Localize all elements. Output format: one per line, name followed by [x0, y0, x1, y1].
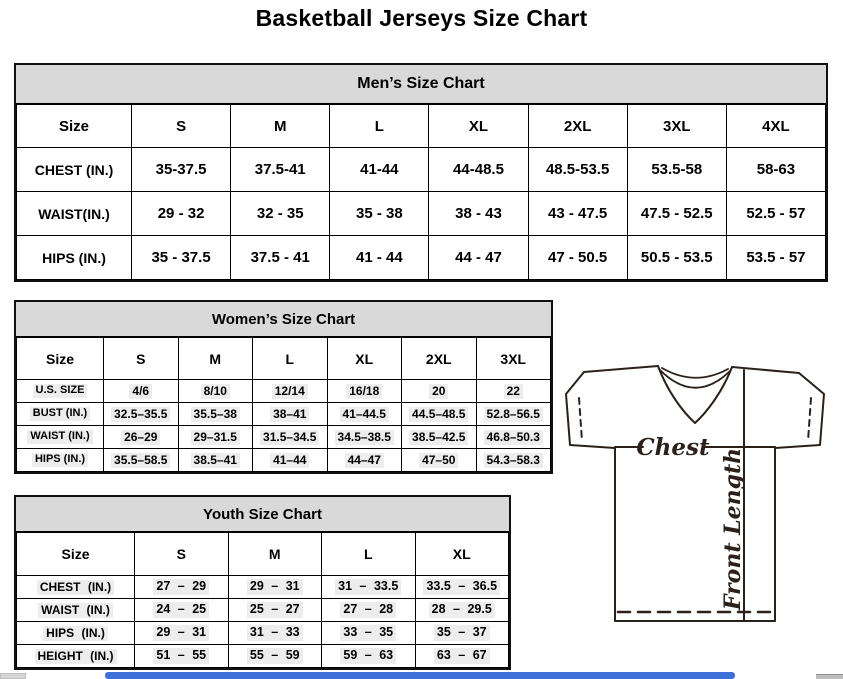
cell-text: 38–41	[270, 407, 309, 422]
size-column-header	[135, 533, 229, 576]
cell-value	[330, 192, 429, 236]
cell-text: 26–29	[121, 430, 160, 445]
cell-value	[253, 380, 328, 403]
cell-value	[228, 576, 322, 599]
cell-value	[330, 236, 429, 280]
table-row	[17, 426, 551, 449]
size-header-row	[17, 105, 826, 148]
cell-text: 48.5-53.5	[545, 161, 610, 178]
cell-text: 22	[504, 384, 523, 399]
cell-text: 24 – 25	[153, 602, 209, 618]
table-row	[17, 192, 826, 236]
cell-text: 33.5 – 36.5	[423, 579, 500, 595]
cell-value	[402, 403, 477, 426]
cell-text: 16/18	[346, 384, 382, 399]
cell-text: 41 - 44	[356, 249, 403, 266]
cell-value	[104, 449, 179, 472]
cell-text: BUST (IN.)	[30, 407, 90, 421]
mens-size-chart	[14, 63, 828, 282]
youth-table	[16, 532, 509, 668]
size-header-row	[17, 338, 551, 380]
cell-text: 52.8–56.5	[484, 407, 543, 422]
cell-text: 29–31.5	[191, 430, 240, 445]
cell-text: 41–44	[270, 453, 309, 468]
cell-text: 41-44	[360, 161, 399, 178]
size-column-header	[253, 338, 328, 380]
cell-text: Size	[61, 546, 90, 562]
cell-value	[327, 426, 402, 449]
cell-text: S	[176, 546, 186, 562]
cell-text: 29 - 32	[157, 205, 205, 222]
cell-text: 29 – 31	[153, 625, 209, 641]
cell-text: 35 – 37	[434, 625, 490, 641]
cell-value	[402, 449, 477, 472]
row-label	[17, 576, 135, 599]
cell-value	[327, 403, 402, 426]
cell-value	[135, 576, 229, 599]
cell-value	[476, 403, 551, 426]
cell-text: L	[374, 117, 384, 135]
front-length-label: Front Length	[720, 447, 746, 611]
size-column-header	[231, 105, 330, 148]
cell-text: 25 – 27	[247, 602, 303, 618]
size-column-header	[330, 105, 429, 148]
cell-value	[429, 148, 528, 192]
cell-value	[415, 622, 509, 645]
cell-text: 2XL	[425, 350, 452, 367]
cell-text: 28 – 29.5	[429, 602, 495, 618]
cell-value	[322, 576, 416, 599]
size-corner-header	[17, 533, 135, 576]
row-label	[17, 403, 104, 426]
cell-text: 44.5–48.5	[409, 407, 468, 422]
cell-value	[402, 426, 477, 449]
table-row	[17, 645, 509, 668]
cell-value	[476, 380, 551, 403]
cell-text: 47.5 - 52.5	[640, 205, 713, 222]
page-title: Basketball Jerseys Size Chart	[255, 5, 588, 31]
cell-text: 54.3–58.3	[484, 453, 543, 468]
cell-value	[627, 236, 726, 280]
size-column-header	[476, 338, 551, 380]
mens-table	[16, 104, 826, 280]
cell-text: 35.5–38	[191, 407, 240, 422]
cell-text: 31 – 33.5	[335, 579, 401, 595]
cell-text: 47–50	[419, 453, 458, 468]
cell-value	[104, 380, 179, 403]
size-column-header	[104, 338, 179, 380]
cell-text: HEIGHT (IN.)	[35, 649, 117, 664]
row-label	[17, 426, 104, 449]
cell-text: 47 - 50.5	[548, 249, 608, 266]
cell-text: 3XL	[663, 117, 691, 135]
cell-value	[528, 192, 627, 236]
cell-text: 34.5–38.5	[335, 430, 394, 445]
size-column-header	[415, 533, 509, 576]
cell-value	[253, 426, 328, 449]
cell-value	[429, 192, 528, 236]
size-column-header	[327, 338, 402, 380]
cell-text: XL	[452, 546, 471, 562]
cell-text: 31 – 33	[247, 625, 303, 641]
cell-text: 37.5 - 41	[250, 249, 310, 266]
cell-text: 8/10	[201, 384, 230, 399]
size-column-header	[429, 105, 528, 148]
row-label	[17, 449, 104, 472]
chest-label: Chest	[636, 434, 710, 461]
cell-text: 53.5-58	[651, 161, 703, 178]
right-sleeve-outline	[775, 373, 824, 448]
cell-value	[322, 622, 416, 645]
cell-value	[228, 645, 322, 668]
table-row	[17, 403, 551, 426]
cell-text: U.S. SIZE	[33, 384, 88, 398]
cell-text: 38.5–42.5	[409, 430, 468, 445]
right-cuff-dashed-line	[808, 398, 811, 441]
cell-value	[231, 148, 330, 192]
womens-chart-title: Women’s Size Chart	[16, 302, 551, 337]
cell-text: L	[363, 546, 373, 562]
cell-text: 33 – 35	[340, 625, 396, 641]
cell-text: HIPS (IN.)	[42, 249, 106, 266]
cell-text: 35-37.5	[155, 161, 207, 178]
table-row	[17, 380, 551, 403]
cell-text: M	[273, 117, 287, 135]
table-row	[17, 449, 551, 472]
cell-value	[135, 645, 229, 668]
left-cuff-dashed-line	[579, 398, 582, 441]
cell-value	[627, 148, 726, 192]
jersey-measurement-diagram	[556, 361, 838, 629]
cell-text: 52.5 - 57	[746, 205, 806, 222]
size-column-header	[402, 338, 477, 380]
cell-value	[330, 148, 429, 192]
cell-value	[253, 449, 328, 472]
cell-text: 51 – 55	[153, 648, 209, 664]
cell-text: 29 – 31	[247, 579, 303, 595]
cell-value	[178, 426, 253, 449]
cell-text: 35 - 38	[356, 205, 403, 222]
cell-text: 44 - 47	[455, 249, 502, 266]
cell-value	[104, 426, 179, 449]
table-row	[17, 236, 826, 280]
mens-chart-title: Men’s Size Chart	[16, 65, 826, 104]
cell-text: 12/14	[272, 384, 308, 399]
table-row	[17, 148, 826, 192]
cell-text: L	[285, 350, 295, 367]
cell-text: WAIST(IN.)	[38, 205, 110, 222]
cell-value	[402, 380, 477, 403]
cell-text: Size	[45, 350, 74, 367]
cell-value	[231, 192, 330, 236]
cell-value	[415, 645, 509, 668]
cell-value	[178, 403, 253, 426]
cell-text: 44-48.5	[453, 161, 504, 178]
table-row	[17, 576, 509, 599]
youth-size-chart	[14, 495, 511, 670]
cell-text: 38 - 43	[455, 205, 502, 222]
size-header-row	[17, 533, 509, 576]
cell-text: 41–44.5	[340, 407, 389, 422]
cell-value	[627, 192, 726, 236]
cell-text: 44–47	[345, 453, 384, 468]
size-column-header	[132, 105, 231, 148]
cell-text: 43 - 47.5	[548, 205, 608, 222]
cell-value	[253, 403, 328, 426]
cell-value	[104, 403, 179, 426]
cell-value	[132, 192, 231, 236]
cell-text: WAIST (IN.)	[38, 603, 113, 618]
cell-value	[228, 599, 322, 622]
cell-text: 58-63	[756, 161, 796, 178]
cell-text: 38.5–41	[191, 453, 240, 468]
cell-text: XL	[355, 350, 374, 367]
cell-value	[231, 236, 330, 280]
horizontal-scrollbar-thumb[interactable]	[105, 672, 735, 679]
cell-text: 3XL	[500, 350, 527, 367]
scrollbar-left-button[interactable]	[0, 673, 26, 679]
womens-size-chart	[14, 300, 553, 474]
jersey-outline	[584, 366, 658, 372]
cell-text: 37.5-41	[254, 161, 306, 178]
row-label	[17, 645, 135, 668]
youth-chart-title: Youth Size Chart	[16, 497, 509, 532]
cell-value	[429, 236, 528, 280]
table-row	[17, 622, 509, 645]
cell-value	[726, 236, 825, 280]
cell-value	[476, 449, 551, 472]
cell-value	[327, 380, 402, 403]
cell-value	[415, 599, 509, 622]
cell-text: S	[176, 117, 187, 135]
table-row	[17, 599, 509, 622]
size-column-header	[528, 105, 627, 148]
cell-value	[178, 380, 253, 403]
cell-value	[415, 576, 509, 599]
row-label	[17, 148, 132, 192]
row-label	[17, 622, 135, 645]
cell-text: M	[209, 350, 222, 367]
cell-text: 32.5–35.5	[111, 407, 170, 422]
womens-table	[16, 337, 551, 472]
cell-text: 31.5–34.5	[260, 430, 319, 445]
cell-text: 27 – 28	[340, 602, 396, 618]
row-label	[17, 192, 132, 236]
cell-value	[327, 449, 402, 472]
row-label	[17, 599, 135, 622]
size-corner-header	[17, 338, 104, 380]
cell-text: Size	[58, 117, 89, 135]
cell-value	[322, 599, 416, 622]
cell-value	[528, 236, 627, 280]
cell-value	[476, 426, 551, 449]
cell-text: 55 – 59	[247, 648, 303, 664]
row-label	[17, 380, 104, 403]
cell-text: CHEST (IN.)	[37, 580, 114, 595]
cell-text: WAIST (IN.)	[27, 430, 92, 444]
size-column-header	[228, 533, 322, 576]
cell-text: 63 – 67	[434, 648, 490, 664]
cell-text: HIPS (IN.)	[43, 626, 108, 641]
cell-text: 50.5 - 53.5	[640, 249, 713, 266]
left-sleeve-outline	[566, 372, 615, 448]
cell-value	[726, 148, 825, 192]
size-corner-header	[17, 105, 132, 148]
cell-value	[528, 148, 627, 192]
size-column-header	[178, 338, 253, 380]
size-column-header	[726, 105, 825, 148]
cell-text: 27 – 29	[153, 579, 209, 595]
row-label	[17, 236, 132, 280]
cell-text: M	[268, 546, 281, 562]
cell-text: HIPS (IN.)	[32, 453, 88, 467]
cell-text: 4XL	[762, 117, 790, 135]
cell-value	[135, 622, 229, 645]
cell-text: 35.5–58.5	[111, 453, 170, 468]
cell-value	[132, 148, 231, 192]
scrollbar-right-corner[interactable]	[816, 674, 843, 679]
cell-value	[228, 622, 322, 645]
cell-value	[135, 599, 229, 622]
cell-value	[132, 236, 231, 280]
cell-value	[322, 645, 416, 668]
cell-text: 32 - 35	[256, 205, 304, 222]
cell-text: 20	[429, 384, 448, 399]
cell-text: 4/6	[129, 384, 152, 399]
cell-text: 46.8–50.3	[484, 430, 543, 445]
size-column-header	[322, 533, 416, 576]
cell-text: CHEST (IN.)	[34, 161, 114, 178]
cell-value	[178, 449, 253, 472]
cell-value	[726, 192, 825, 236]
cell-text: XL	[468, 117, 489, 135]
cell-text: S	[136, 350, 146, 367]
size-column-header	[627, 105, 726, 148]
cell-text: 2XL	[563, 117, 592, 135]
cell-text: 35 - 37.5	[151, 249, 211, 266]
collar-v-outline	[658, 366, 732, 423]
body-outline	[615, 448, 775, 621]
cell-text: 59 – 63	[340, 648, 396, 664]
cell-text: 53.5 - 57	[746, 249, 806, 266]
